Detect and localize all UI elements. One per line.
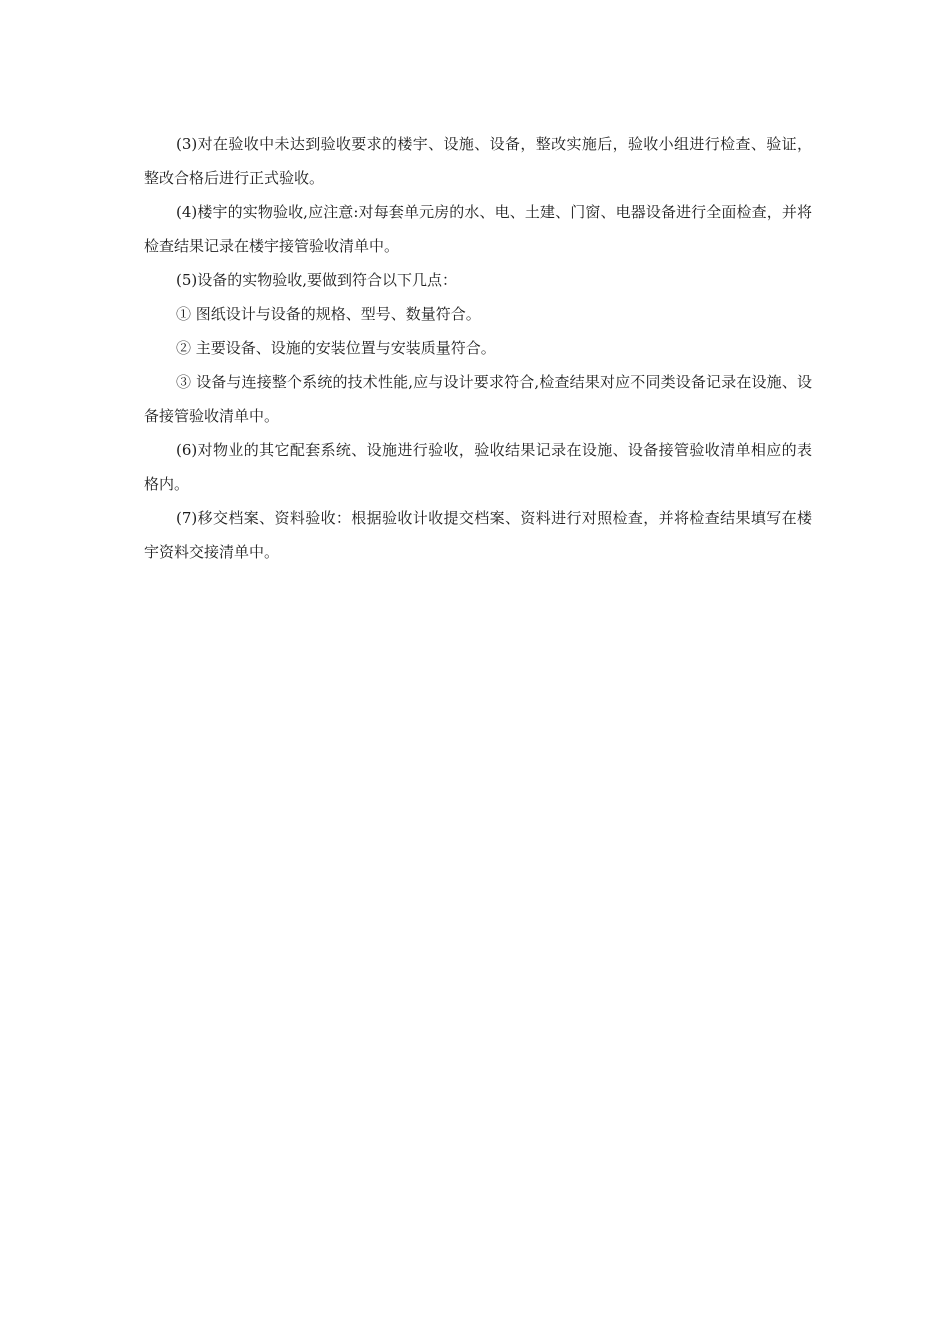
paragraph-equipment-physical-acceptance: (5)设备的实物验收,要做到符合以下几点： xyxy=(176,271,458,289)
paragraph-point-system-performance: ③ 设备与连接整个系统的技术性能,应与设计要求符合,检查结果对应不同类设备记录在设施、设备接管验收清单中。 xyxy=(144,373,812,425)
paragraph-rectification-acceptance: (3)对在验收中未达到验收要求的楼宇、设施、设备，整改实施后，验收小组进行检查、验证，整改合格后进行正式验收。 xyxy=(144,135,812,187)
paragraph-building-physical-acceptance: (4)楼宇的实物验收,应注意:对每套单元房的水、电、土建、门窗、电器设备进行全面检查，并将检查结果记录在楼宇接管验收清单中。 xyxy=(144,203,812,255)
paragraph-point-installation: ② 主要设备、设施的安装位置与安装质量符合。 xyxy=(176,339,496,357)
paragraph-supporting-systems: (6)对物业的其它配套系统、设施进行验收，验收结果记录在设施、设备接管验收清单相应的表格内。 xyxy=(144,441,812,493)
paragraph-archive-handover: (7)移交档案、资料验收：根据验收计收提交档案、资料进行对照检查，并将检查结果填写在楼宇资料交接清单中。 xyxy=(144,509,812,561)
document-body xyxy=(144,127,812,569)
paragraph-point-drawing-design: ① 图纸设计与设备的规格、型号、数量符合。 xyxy=(176,305,481,323)
